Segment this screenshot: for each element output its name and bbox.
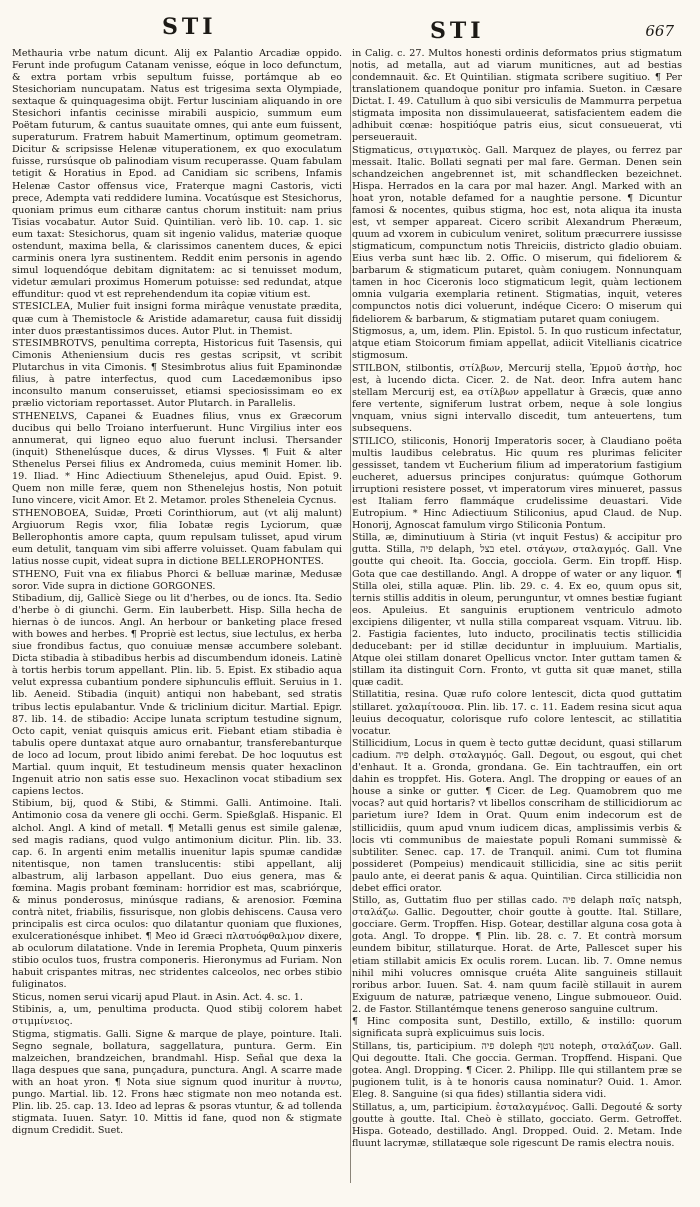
page-number: 667 <box>645 22 674 40</box>
dictionary-entry: STESIMBROTVS, penultima correpta, Historicus fuit Tasensis, qui Cimonis Atheniensium ducis res gestas scripsit, vt scribit Plutarchus in vita Cimonis. ¶ Stesimbrotus alius fuit Epaminondæ filius, à patre interfectus, quod cum Lacedæmonibus ipso inconsulto manum conseruisset, etiamsi speciosissimam eo ex prælio victoriam reportasset. Autor Plutarch. in Parallelis. <box>12 338 342 410</box>
text-columns <box>12 48 682 1185</box>
dictionary-entry: Stillans, tis, participium. פיה doleph נוטף noteph, σταλάζων. Gall. Qui degoutte. Itali. Che goccia. German. Tropffend. Hispani. Que gotea. Angl. Dropping. ¶ Cicer. 2. Philipp. Ille qui stillantem præ se pugionem tulit, is à te honoris causa nominatur? Ouid. 1. Amor. Eleg. 8. Sanguine (si qua fides) stillantia sidera vidi. <box>352 1040 682 1101</box>
dictionary-entry: STILICO, stiliconis, Honorij Imperatoris socer, à Claudiano poëta multis laudibus celebratus. Hic quum res plurimas feliciter gessisset, tandem vt Eucherium filium ad imperatorium fastigium eucheret, aduersus principes conjuratus: quúmque Gothorum irruptioni resistere posset, vt imperatorum vires minueret, passus est Italiam ferro flammáque crudelissime deuastari. Vide Eutropium. * Hinc Adiectiuum Stiliconius, apud Claud. de Nup. Honorij, Agnoscat famulum virgo Stiliconia Pontum. <box>352 435 682 531</box>
dictionary-entry: Stilla, æ, diminutiuum à Stiria (vt inquit Festus) & accipitur pro gutta. Stilla, פיה delaph, בצל etel. στάγων, σταλαγμός. Gall. Vne goutte qui cheoit. Ita. Goccia, gocciola. Germ. Ein tropff. Hisp. Gota que cae destillando. Angl. A droppe of water or any liquor. ¶ Stilla olei, stilla aquæ. Plin. lib. 29. c. 4. Ex eo, quum opus sit, ternis stillis additis in oleum, perunguntur, vt omnes bestiæ fugiant eos. Apuleius. Et sanguinis eruptionem ventriculo admoto excipiens diligenter, vt nulla stilla compareat vsquam. Vitruu. lib. 2. Fastigia facientes, luto inducto, procilinatis tectis stillicidia deducebant: per id stillæ deciduntur in impluuium. Martialis, Atque olei stillam donaret Opellicus vnctor. Inter guttam tamen & stillam ita distinguit Corn. Fronto, vt gutta sit quæ manet, stilla quæ cadit. <box>352 532 682 688</box>
dictionary-entry: Stibinis, a, um, penultima producta. Quod stibij colorem habet στιμμίνειος. <box>12 1004 342 1028</box>
dictionary-entry: STESICLEA, Mulier fuit insigni forma mirâque venustate prædita, quæ cum à Themistocle & Aristide adamaretur, causa fuit dissidij inter duos præstantissimos duces. Autor Plut. in Themist. <box>12 301 342 337</box>
dictionary-entry: Stillo, as, Guttatim fluo per stillas cado. פיה delaph παῖς natsph, σταλάζω. Gallic. Degoutter, choir goutte à goutte. Ital. Stillare, gocciare. Germ. Tropffen. Hisp. Gotear, destillar alguna cosa gota à gota. Angl. To droppe. ¶ Plin. lib. 28. c. 7. Et contrà morsum eundem bibitur, stillaturque. Horat. de Arte, Pallescet super his etiam stillabit amicis Ex oculis rorem. Lucan. lib. 7. Omne nemus nihil mihi volucres omnisque cruéta Alite sanguineis stillauit roribus arbor. Iuuen. Sat. 4. nam quum facilè stillauit in aurem Exiguum de naturæ, patriæque veneno, Lingue submoueor. Ouid. 2. de Fastor. Stillantémque tenens generoso sanguine cultrum. <box>352 895 682 1015</box>
dictionary-entry: ¶ Hinc composita sunt, Destillo, extillo, & instillo: quorum significata suprà explicuimus suis locis. <box>352 1016 682 1040</box>
dictionary-entry: Stigma, stigmatis. Galli. Signe & marque de playe, pointure. Itali. Segno segnale, bollatura, saggellatura, puntura. Germ. Ein malzeichen, brandzeichen, brandmahl. Hisp. Señal que dexa la llaga despues que sana, punçadura, punctura. Angl. A scarre made with an hoat yron. ¶ Nota siue signum quod inuritur à πυντω, pungo. Martial. lib. 12. Frons hæc stigmate non meo notanda est. Plin. lib. 25. cap. 13. Ideo ad lepras & psoras vtuntur, & ad tollenda stigmata. Iuuen. Satyr. 10. Mittis id fane, quod non & stigmate dignum Credidit. Suet. <box>12 1028 342 1137</box>
dictionary-entry: Stillatitia, resina. Quæ rufo colore lentescit, dicta quod guttatim stillaret. χαλαμίτουσα. Plin. lib. 17. c. 11. Eadem resina sicut aqua leuius decoquatur, colorisque rufo colore lentescit, ac stillatitia vocatur. <box>352 689 682 737</box>
dictionary-entry: Stigmaticus, στιγματικὸς. Gall. Marquez de playes, ou ferrez par messait. Italic. Bollati segnati per mal fare. German. Denen sein schandzeichen angebrennet ist, mit schandflecken bezeichnet. Hispa. Herrados en la cara por mal hazer. Angl. Marked with an hoat yron, notable defamed for a naughtie persone. ¶ Dicuntur famosi & nocentes, quibus stigma, hoc est, nota aliqua ita inusta est, vt semper appareat. Cicero scribit Alexandrum Pheræum, quum ad vxorem in cubiculum veniret, solitum præcurrere iussisse stigmaticum, compunctum notis Threiciis, districto gladio obuiam. Eius verba sunt hæc lib. 2. Offic. O miserum, qui fideliorem & barbarum & stigmaticum putaret, quàm coniugem. Nonnunquam tamen in hoc Ciceronis loco stigmaticum legit, quàm lectionem omnia vulgaria exemplaria retinent. Stigmatias, inquit, veteres compunctos notis dici voluerunt, indéque Cicero: O miserum qui fideliorem & barbarum, & stigmatiam putaret quam coniugem. <box>352 144 682 325</box>
dictionary-entry: STHENELVS, Capanei & Euadnes filius, vnus ex Græcorum ducibus qui bello Troiano interfuerunt. Hunc Virgilius inter eos annumerat, qui ligneo equo aluo fuerunt inclusi. Thersander (inquit) Sthenelúsque duces, & dirus Vlysses. ¶ Fuit & alter Sthenelus Persei filius ex Andromeda, cuius meminit Homer. lib. 19. Iliad. * Hinc Adiectiuum Sthenelejus, apud Ouid. Epist. 9. Quem non mille feræ, quem non Sthenelejus hostis, Non potuit Iuno vincere, vicit Amor. Et 2. Metamor. proles Stheneleia Cycnus. <box>12 410 342 507</box>
dictionary-entry: in Calig. c. 27. Multos honesti ordinis deformatos prius stigmatum notis, ad metalla, aut ad viarum muniticnes, aut ad bestias condemnauit. &c. Et Quintilian. stigmata scribere sugitiuo. ¶ Per translationem quandoque ponitur pro infamia. Sueton. in Cæsare Dictat. I. 49. Catullum à quo sibi versiculis de Mammurra perpetua stigmata imposita non dissimulaueerat, satisfacientem eadem die adhibuit cœnæ: hospitióque patris eius, sicut consueuerat, vti perseuerauit. <box>352 48 682 144</box>
dictionary-entry: Methauria vrbe natum dicunt. Alij ex Palantio Arcadiæ oppido. Ferunt inde profugum Catanam venisse, eóque in loco defunctum, & extra portam vrbis sepultum fuisse, portámque ab eo Stesichoriam nuncupatam. Natus est trigesima sexta Olympiade, sextaque & quinquagesima obijt. Fertur lusciniam aliquando in ore Stesichori infantis cecinisse mirabili auspicio, summum eum Poëtam futurum, & cantus suauitate omnes, qui ante eum fuissent, superaturum. Fratrem habuit Mamertinum, optimum geometram. Dicitur & scripsisse Helenæ vituperationem, ex quo exoculatum fuisse, rursúsque ob palinodiam visum recuperasse. Quam fabulam tetigit & Horatius in Epod. ad Canidiam sic scribens, Infamis Helenæ Castor offensus vice, Fraterque magni Castoris, victi prece, Adempta vati reddidere lumina. Vocatúsque est Stesichorus, quoniam primus eum citharæ cantus chorum instituit: nam prius Tisias vocabatur. Autor Suid. Quintilian. verò lib. 10. cap. 1. sic eum taxat: Stesichorus, quam sit ingenio validus, materiæ quoque ostendunt, maxima bella, & clarissimos canentem duces, & epici carminis onera lyra sustinentem. Reddit enim personis in agendo simul loquendóque debitam dignitatem: ac si tenuisset modum, videtur æmulari proximus Homerum potuisse: sed redundat, atque effunditur: quod vt est reprehendendum ita copiæ vitium est. <box>12 48 342 300</box>
dictionary-entry: Sticus, nomen serui vicarij apud Plaut. in Asin. Act. 4. sc. 1. <box>12 991 303 1003</box>
running-head <box>12 0 678 46</box>
dictionary-entry: STILBON, stilbontis, στίλβων, Mercurij stella, Ἑρμοῦ ἀστὴρ, hoc est, à lucendo dicta. Cicer. 2. de Nat. deor. Infra autem hanc stellam Mercurij est, ea στίλβων appellatur à Græcis, quæ anno fere vertente, signiferum lustrat orbem, neque à sole longius vnquam, vnius signi intervallo discedit, tum anteuertens, tum subsequens. <box>352 362 682 434</box>
dictionary-entry: STHENO, Fuit vna ex filiabus Phorci & belluæ marinæ, Medusæ soror. Vide supra in dictione GORGONES. <box>12 568 342 592</box>
dictionary-entry: Stibadium, dij, Gallicè Siege ou lit d'herbes, ou de ioncs. Ita. Sedio d'herbe ò di giunchi. Germ. Ein lauberbett. Hisp. Silla hecha de hiernas ò de iuncos. Angl. An herbour or banketing place fresed with bowes and herbes. ¶ Propriè est lectus, siue lectulus, ex herba siue frondibus factus, quo conuiuæ mensæ accumbere solebant. Dicta stibadia à stibadibus herbis ad discumbendum idoneis. Latinè à tortis herbis torum appellant. Plin. lib. 5. Epist. Ex stibadio aqua velut expressa cubantium pondere siphunculis effluit. Seruius in 1. lib. Aeneid. Stibadia (inquit) antiqui non habebant, sed stratis tribus lectis epulabantur. Vnde & triclinium dicitur. Martial. Epigr. 87. lib. 14. de stibadio: Accipe lunata scriptum testudine signum, Octo capit, veniat quisquis amicus erit. Fiebant etiam stibadia è tabulis opere duntaxat atque auro ornabantur, transferebanturque de loco ad locum, prout libido animi ferebat. De hoc loquutus est Martial. quum inquit, Et testudineum mensis quater hexaclinon Ingenuit atrio non satis esse suo. Hexaclinon vocat stibadium sex capiens lectos. <box>12 593 342 797</box>
running-head-left: STI <box>162 14 217 40</box>
dictionary-entry: Stillicidium, Locus in quem è tecto guttæ decidunt, quasi stillarum cadium. פיה delph. σταλαγμός. Gall. Degout, ou esgout, qui chet d'enhaut. It a. Gronda, grondana. Ge. Ein tachtrauffen, ein ort dahin es troppfet. His. Gotera. Angl. The dropping or eaues of an house a sinke or gutter. ¶ Cicer. de Leg. Quamobrem quo me vocas? aut quid hortaris? vt libellos conscriham de stillicidiorum ac parietum iure? Idem in Orat. Quum enim indecorum est de stillicidiis, quum apud vnum iudicem dicas, amplissimis verbis & locis vti communibus de maiestate populi Romani summissè & subtiliter. Senec. cap. 17. de Tranquil. animi. Cum tot flumina possideret (Pompeius) mendicauit stillicidia, sine ac sitis periit paulo ante, ei deerat panis & aqua. Quintilian. Circa stillicidia non debet effici orator. <box>352 738 682 894</box>
running-head-right: STI <box>430 18 485 44</box>
dictionary-entry: STHENOBOEA, Suidæ, Prœti Corinthiorum, aut (vt alij malunt) Argiuorum Regis vxor, filia Iobatæ regis Lyciorum, quæ Bellerophontis amore capta, quum repulsam tulisset, apud virum eum detulit, tanquam vim sibi afferre voluisset. Quam fabulam qui latius nosse cupit, videat supra in dictione BELLEROPHONTES. <box>12 507 342 567</box>
left-column <box>12 48 342 1185</box>
dictionary-entry: Stillatus, a, um, participium. ἐσταλαγμένος. Galli. Degouté & sorty goutte à goutte. Ital. Cheò è stillato, gocciato. Germ. Getroffet. Hispa. Goteado, destillado. Angl. Dropped. Ouid. 2. Metam. Inde fluunt lacrymæ, stillatæque sole rigescunt De ramis electra nouis. <box>352 1101 682 1149</box>
dictionary-entry: Stibium, bij, quod & Stibi, & Stimmi. Galli. Antimoine. Itali. Antimonio cosa da venere gli occhi. Germ. Spießglaß. Hispanic. El alchol. Angl. A kind of metall. ¶ Metalli genus est simile galenæ, sed magis radians, quod vulgo antimonium dicitur. Plin. lib. 33. cap. 6. In argenti enim metallis inuenitur lapis spumæ candidæ nitentisque, non tamen translucentis: stibi appellant, alij albastrum, alij larbason appellant. Duo eius genera, mas & fœmina. Magis probant fœminam: horridior est mas, scabriórque, & minus ponderosus, minúsque radians, & arenosior. Fœmina contrà nitet, friabilis, fissurisque, non globis dehiscens. Causa vero principalis est circa oculos: quo dilatantur quoniam que fluxiones, exulcerationésque inhibet. ¶ Meo id Græci πλατυόφθαλμον dixere, ab oculorum dilatatione. Vnde in Ieremia Propheta, Quum pinxeris stibio oculos tuos, frustra componeris. Hieronymus ad Furiam. Non habuit crispantes mitras, nec stridentes calceolos, nec orbes stibio fuliginatos. <box>12 798 342 991</box>
dictionary-entry: Stigmosus, a, um, idem. Plin. Epistol. 5. In quo rusticum infectatur, atque etiam Stoicorum fimiam appellat, adiicit Vitellianis cicatrice stigmosum. <box>352 326 682 362</box>
right-column <box>352 48 682 1185</box>
